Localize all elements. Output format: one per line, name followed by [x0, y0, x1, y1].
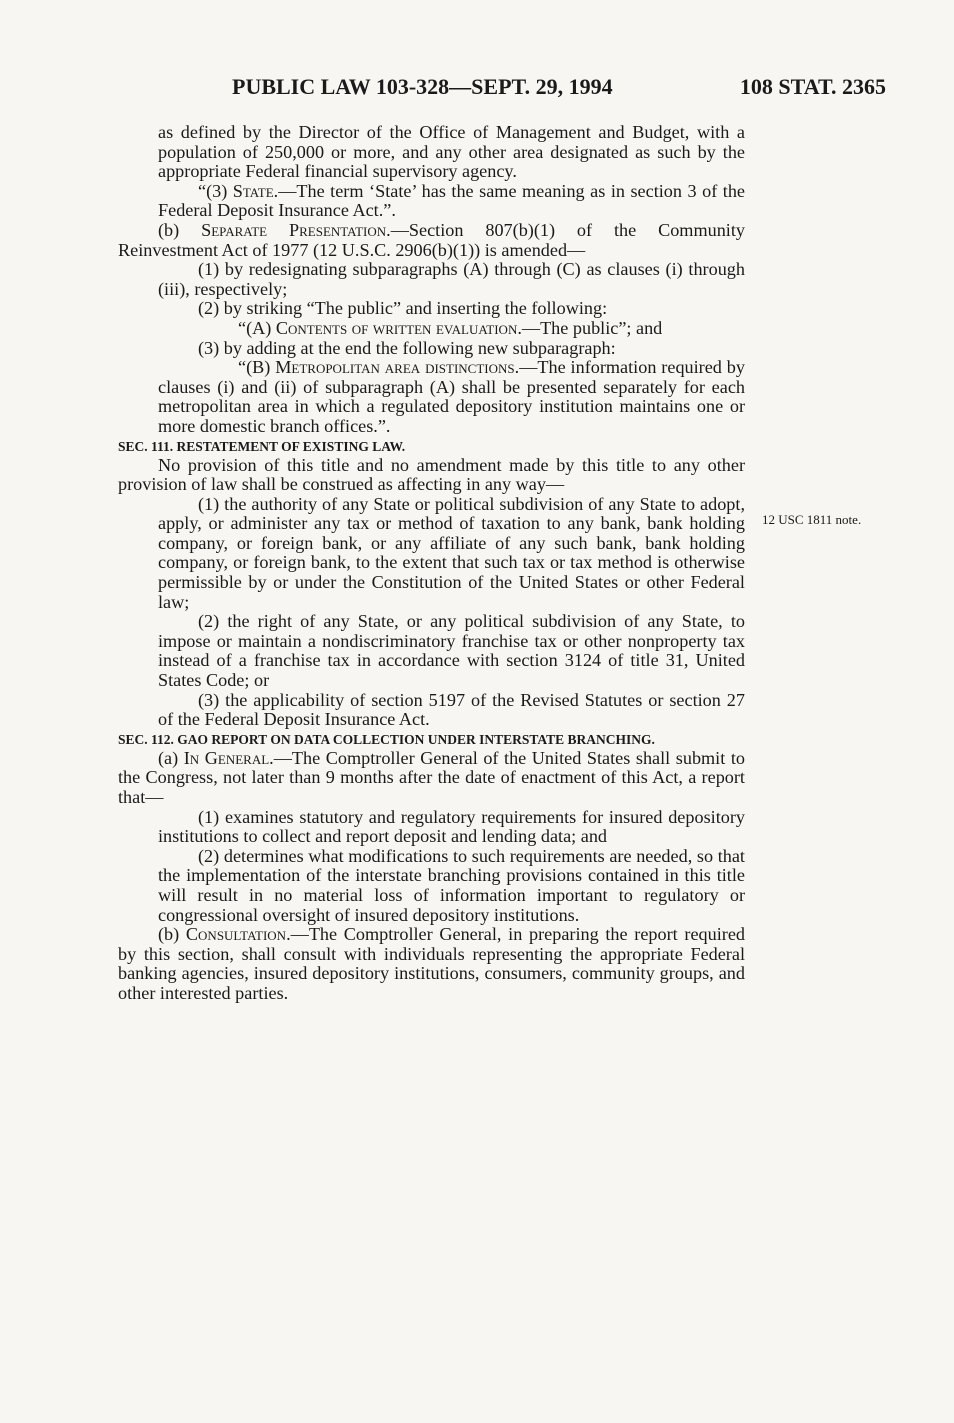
section-heading-112: SEC. 112. GAO REPORT ON DATA COLLECTION UNDER INTERSTATE BRANCHING.: [118, 731, 655, 747]
stat-page-number: 108 STAT. 2365: [739, 74, 886, 99]
section-heading-111: SEC. 111. RESTATEMENT OF EXISTING LAW.: [118, 438, 406, 454]
paragraph-quoted-b: “(B) Metropolitan area distinctions.—The information required by clauses (i) and (ii) of subparagraph (A) shall be presented separately for each metropolitan area in which a regulated depository institution maintains one or more domestic branch offices.”.: [158, 357, 745, 436]
paragraph-sec112-item-2: (2) determines what modifications to such requirements are needed, so that the implementation of the interstate branching provisions contained in this title will result in no material loss of information important to regulatory or congressional oversight of insured depository institutions.: [158, 845, 745, 925]
paragraph-item-3: (3) by adding at the end the following new subparagraph:: [198, 337, 616, 358]
paragraph-sec111-intro: No provision of this title and no amendment made by this title to any other provision of law shall be construed as affecting in any way—: [118, 454, 745, 495]
paragraph-quoted-a: “(A) Contents of written evaluation.—The public”; and: [238, 317, 663, 338]
paragraph-consultation: (b) Consultation.—The Comptroller General, in preparing the report required by this section, shall consult with individuals representing the appropriate Federal banking agencies, insured depository institutions, consumers, community groups, and other interested parties.: [118, 924, 745, 1003]
page-header: [232, 74, 886, 104]
body-text: [118, 123, 745, 1004]
paragraph-continuation: as defined by the Director of the Office of Management and Budget, with a population of 250,000 or more, and any other area designated as such by the appropriate Federal financial supervisory agency.: [158, 122, 745, 182]
running-head: PUBLIC LAW 103-328—SEPT. 29, 1994: [232, 74, 613, 99]
paragraph-sec112-item-1: (1) examines statutory and regulatory requirements for insured depository institutions to collect and report deposit and lending data; and: [158, 806, 745, 847]
paragraph-sec111-item-2: (2) the right of any State, or any political subdivision of any State, to impose or maintain a nondiscriminatory franchise tax or other nonproperty tax instead of a franchise tax in accordance with section 3124 of title 31, United States Code; or: [158, 611, 745, 691]
paragraph-sec111-item-1: (1) the authority of any State or political subdivision of any State to adopt, apply, or administer any tax or method of taxation to any bank, bank holding company, or foreign bank, or any affiliate of any such bank, bank holding company, or foreign bank, to the extent that such tax or tax method is otherwise permissible by or under the Constitution of the United States or other Federal law;: [158, 493, 745, 612]
paragraph-separate-presentation: (b) Separate Presentation.—Section 807(b)(1) of the Community Reinvestment Act of 1977 (12 U.S.C. 2906(b)(1)) is amended—: [118, 219, 745, 260]
paragraph-item-1: (1) by redesignating subparagraphs (A) through (C) as clauses (i) through (iii), respectively;: [158, 259, 745, 299]
paragraph-in-general: (a) In General.—The Comptroller General of the United States shall submit to the Congress, not later than 9 months after the date of enactment of this Act, a report that—: [118, 747, 745, 807]
paragraph-item-2: (2) by striking “The public” and inserting the following:: [198, 298, 608, 319]
paragraph-sec111-item-3: (3) the applicability of section 5197 of the Revised Statutes or section 27 of the Federal Deposit Insurance Act.: [158, 689, 745, 730]
margin-note: 12 USC 1811 note.: [762, 512, 862, 527]
paragraph-definition-state: “(3) State.—The term ‘State’ has the same meaning as in section 3 of the Federal Deposit Insurance Act.”.: [158, 180, 745, 221]
